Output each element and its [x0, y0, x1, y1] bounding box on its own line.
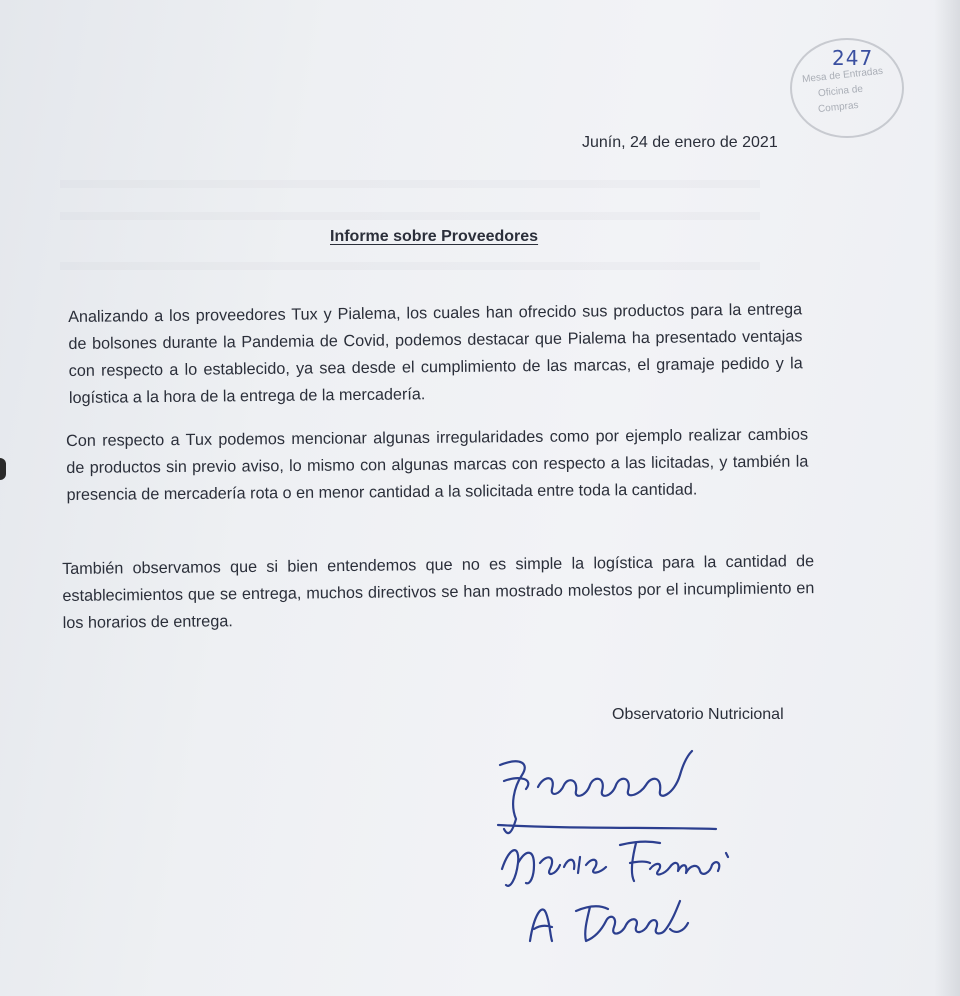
stamp-line: Oficina de: [817, 83, 864, 100]
signature-underline: [498, 825, 716, 829]
stamp-line: Compras: [817, 99, 860, 116]
paragraph-3: También observamos que si bien entendemos que no es simple la logística para la cantidad de establecimientos que se entrega, muchos directivos se han mostrado molestos por el incumplimiento en los horarios de entrega.: [62, 552, 815, 632]
signature-surname-stroke: [620, 842, 728, 881]
signature-scribble: [538, 751, 692, 796]
paragraph-1: Analizando a los proveedores Tux y Pialema, los cuales han ofrecido sus productos para la entrega de bolsones durante la Pandemia de Covid, podemos destacar que Pialema ha presentado ventajas con respecto a lo establecido, ya sea desde el cumplimiento de las marcas, el gramaje pedido y la logística a la hora de la entrega de la mercadería.: [68, 300, 803, 407]
signature-initial-stroke: [500, 761, 528, 833]
page-edge-mark: [0, 458, 6, 480]
signature-title-stroke: [530, 901, 688, 941]
signature-name-stroke: [502, 850, 606, 886]
stamp-line: Mesa de Entradas: [801, 65, 884, 86]
folio-number: 247: [832, 46, 874, 70]
signing-organization: Observatorio Nutricional: [612, 706, 784, 723]
handwritten-signature: [490, 745, 750, 945]
paragraph-2: Con respecto a Tux podemos mencionar algunas irregularidades como por ejemplo realizar cambios de productos sin previo aviso, lo mismo con algunas marcas con respecto a las licitadas, y también la presencia de mercadería rota o en menor cantidad a la solicitada entre toda la cantidad.: [66, 425, 809, 504]
document-date: Junín, 24 de enero de 2021: [582, 134, 778, 151]
show-through-mark: [60, 212, 760, 220]
document-title: Informe sobre Proveedores: [330, 228, 539, 245]
show-through-mark: [60, 262, 760, 270]
show-through-mark: [60, 180, 760, 188]
